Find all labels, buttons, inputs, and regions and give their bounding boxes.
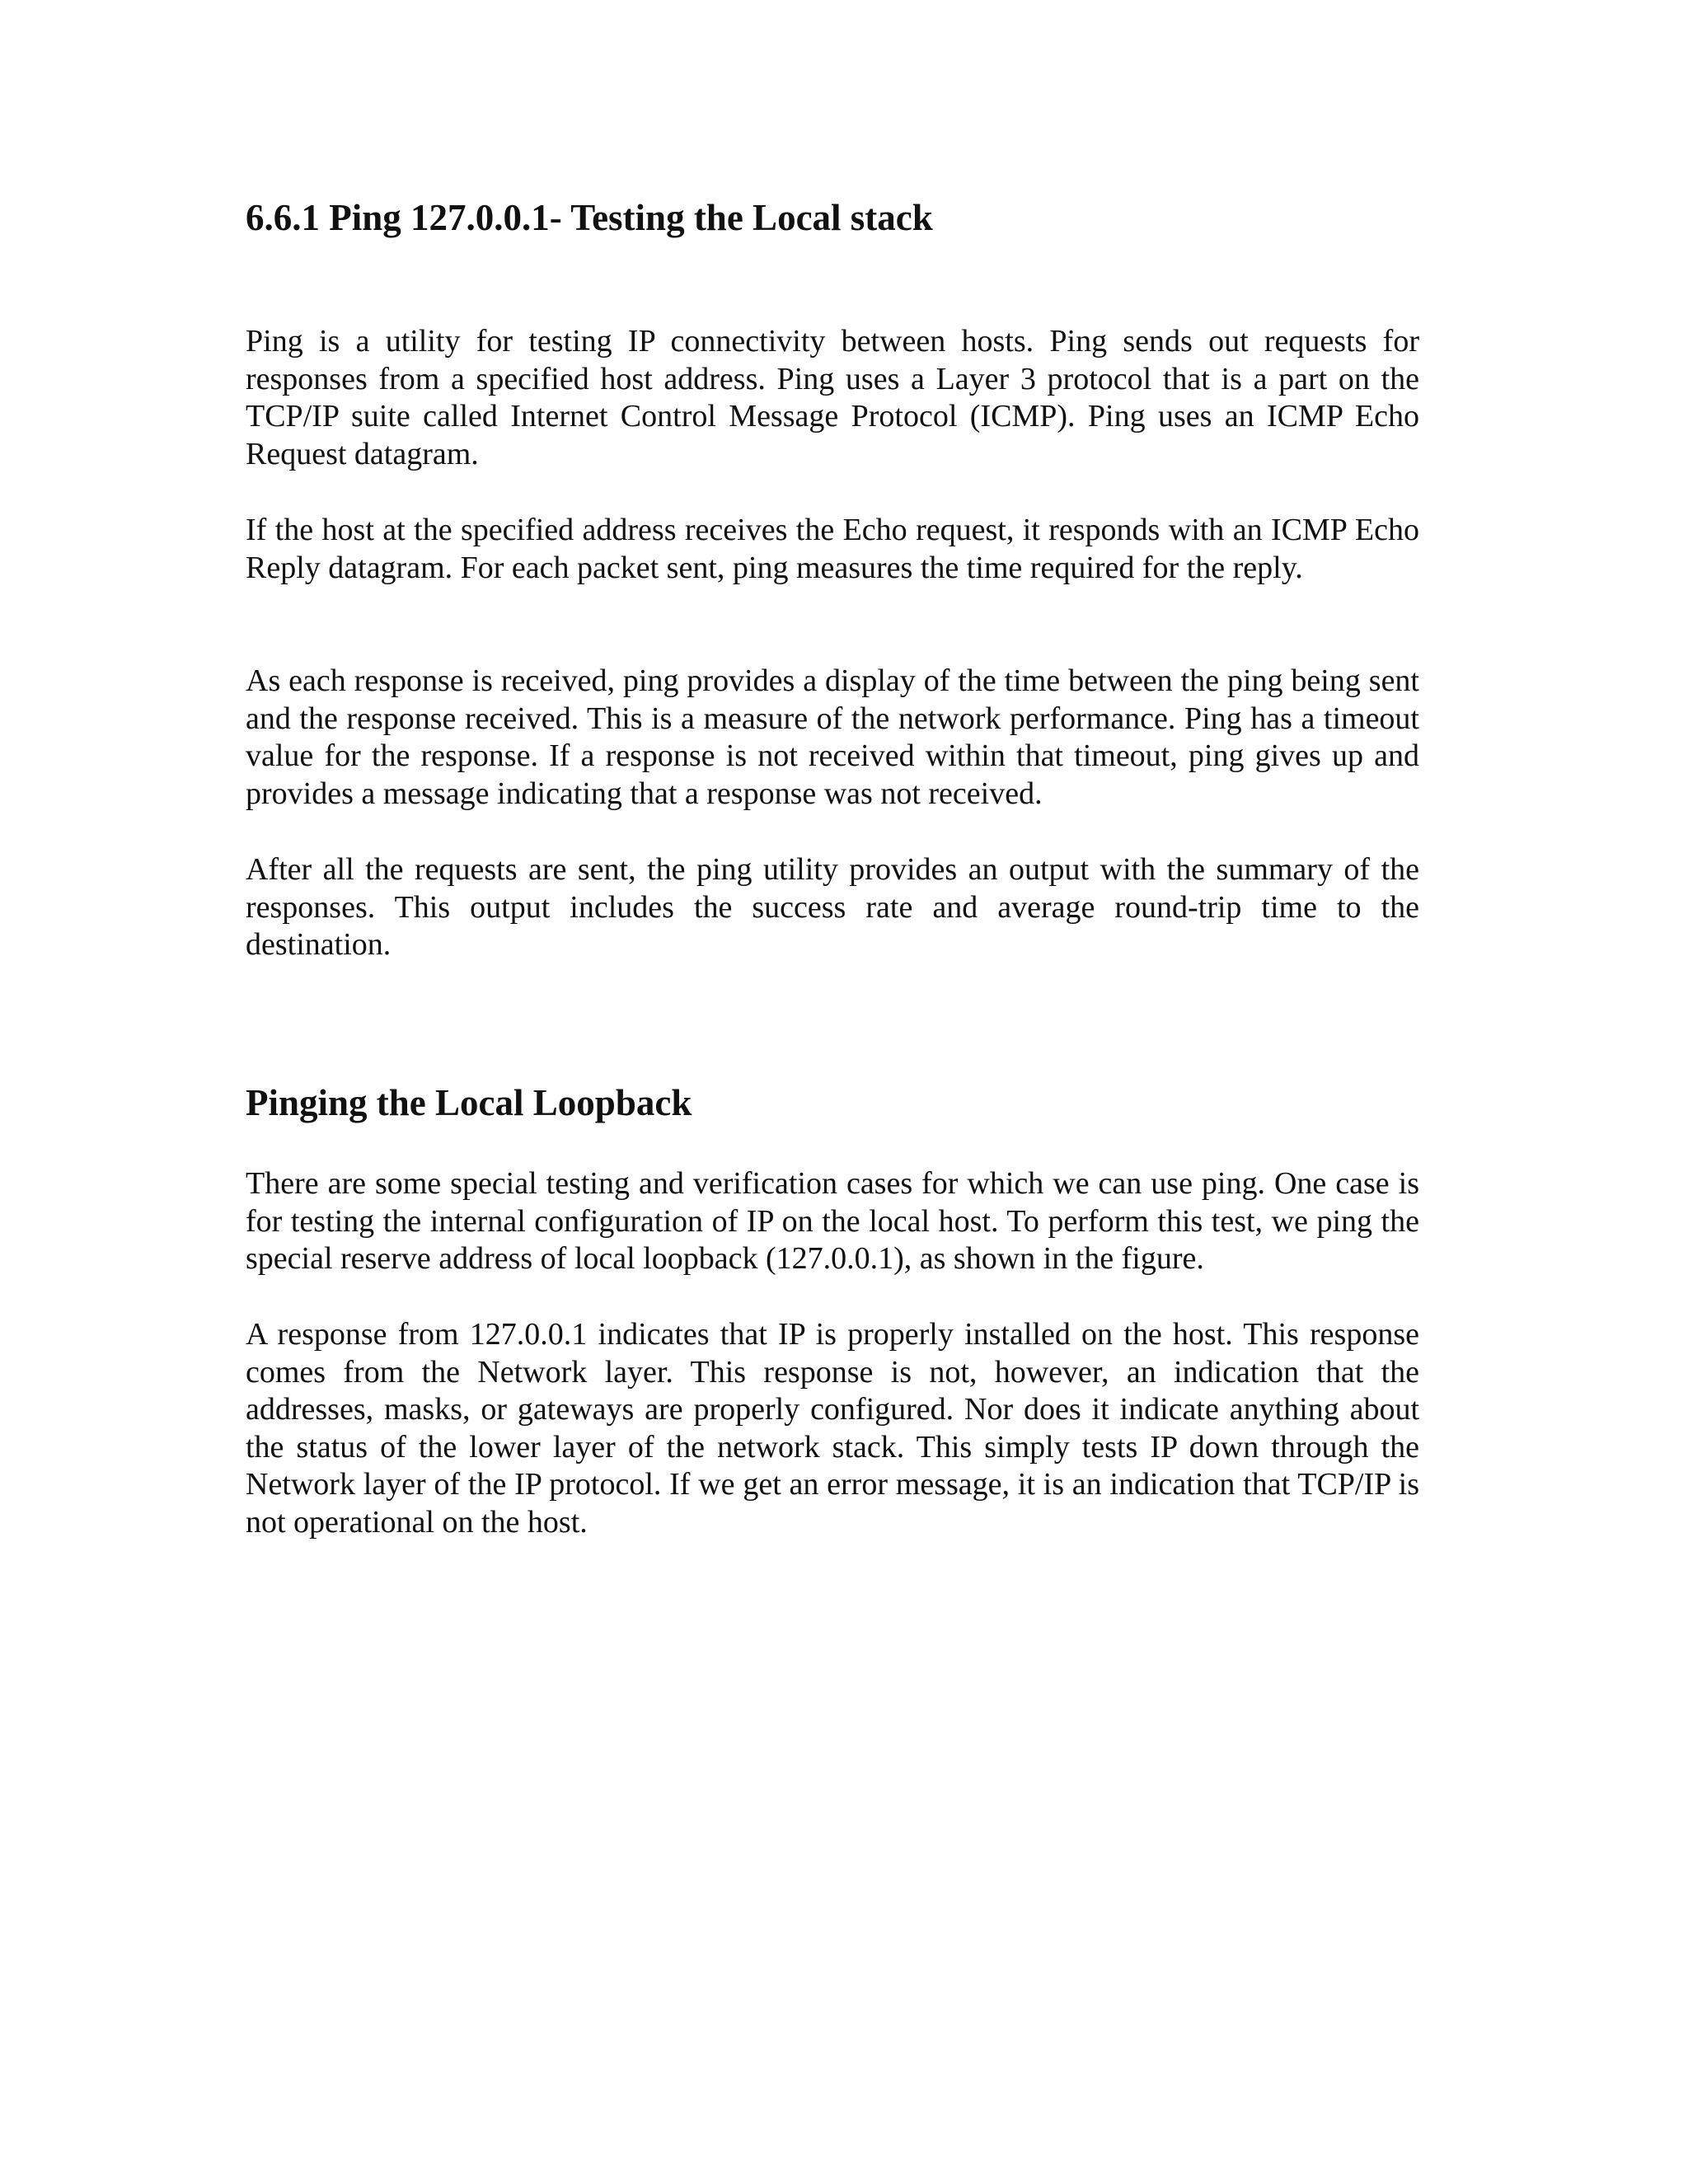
- paragraph-response-time: As each response is received, ping provides a display of the time between the ping being sent and the response received. This is a measure of the network performance. Ping has a timeout value for the response. If a response is not received within that timeout, ping gives up and provides a message indicating that a response was not received.: [246, 663, 1419, 811]
- paragraph-echo-reply: If the host at the specified address receives the Echo request, it responds with an ICMP Echo Reply datagram. For each packet sent, ping measures the time required for the reply.: [246, 513, 1419, 585]
- paragraph-loopback-test: There are some special testing and verification cases for which we can use ping. One case is for testing the internal configuration of IP on the local host. To perform this test, we ping the special reserve address of local loopback (127.0.0.1), as shown in the figure.: [246, 1166, 1419, 1276]
- paragraph-loopback-response: A response from 127.0.0.1 indicates that IP is properly installed on the host. This response comes from the Network layer. This response is not, however, an indication that the addresses, masks, or gateways are properly configured. Nor does it indicate anything about the status of the lower layer of the network stack. This simply tests IP down through the Network layer of the IP protocol. If we get an error message, it is an indication that TCP/IP is not operational on the host.: [246, 1317, 1419, 1540]
- section-heading: 6.6.1 Ping 127.0.0.1- Testing the Local stack: [246, 197, 933, 238]
- subsection-heading: Pinging the Local Loopback: [246, 1082, 692, 1123]
- paragraph-ping-utility: Ping is a utility for testing IP connectivity between hosts. Ping sends out requests for responses from a specified host address. Ping uses a Layer 3 protocol that is a part on the TCP/IP suite called Internet Control Message Protocol (ICMP). Ping uses an ICMP Echo Request datagram.: [246, 324, 1419, 471]
- paragraph-summary-output: After all the requests are sent, the ping utility provides an output with the summary of the responses. This output includes the success rate and average round-trip time to the destination.: [246, 852, 1419, 962]
